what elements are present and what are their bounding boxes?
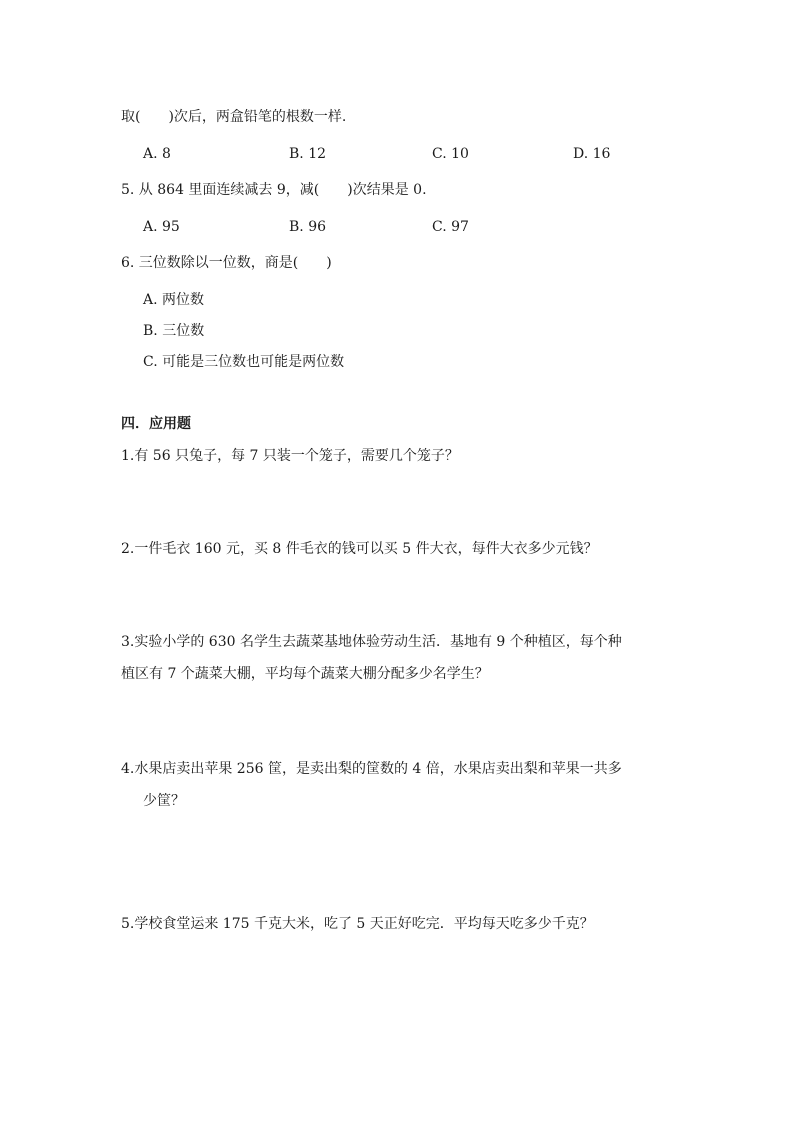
q6-option-a: A. 两位数	[143, 292, 205, 308]
application-q3-line1: 3.实验小学的 630 名学生去蔬菜基地体验劳动生活．基地有 9 个种植区，每个种	[121, 634, 622, 650]
application-q3-line2: 植区有 7 个蔬菜大棚，平均每个蔬菜大棚分配多少名学生？	[121, 666, 489, 682]
q4-option-b: B. 12	[289, 146, 327, 162]
q6-option-b: B. 三位数	[143, 323, 205, 339]
application-q1: 1.有 56 只兔子，每 7 只装一个笼子，需要几个笼子？	[121, 448, 459, 464]
q5-option-c: C. 97	[432, 219, 469, 235]
q5-option-b: B. 96	[289, 219, 327, 235]
application-q5: 5.学校食堂运来 175 千克大米，吃了 5 天正好吃完．平均每天吃多少千克？	[121, 916, 594, 932]
section-heading: 四．应用题	[121, 416, 191, 432]
q4-continued-text: 取( )次后，两盒铅笔的根数一样.	[121, 109, 347, 125]
q4-option-a: A. 8	[143, 146, 171, 162]
application-q4-line1: 4.水果店卖出苹果 256 筐，是卖出梨的筐数的 4 倍，水果店卖出梨和苹果一共多	[121, 761, 622, 777]
q5-stem: 5. 从 864 里面连续减去 9，减( )次结果是 0.	[121, 182, 427, 198]
q5-option-a: A. 95	[143, 219, 180, 235]
q6-stem: 6. 三位数除以一位数，商是( )	[121, 255, 332, 271]
application-q4-line2: 少筐？	[143, 793, 185, 809]
q6-option-c: C. 可能是三位数也可能是两位数	[143, 354, 345, 370]
q4-option-d: D. 16	[573, 146, 611, 162]
q4-option-c: C. 10	[432, 146, 469, 162]
application-q2: 2.一件毛衣 160 元，买 8 件毛衣的钱可以买 5 件大衣，每件大衣多少元钱？	[121, 541, 598, 557]
